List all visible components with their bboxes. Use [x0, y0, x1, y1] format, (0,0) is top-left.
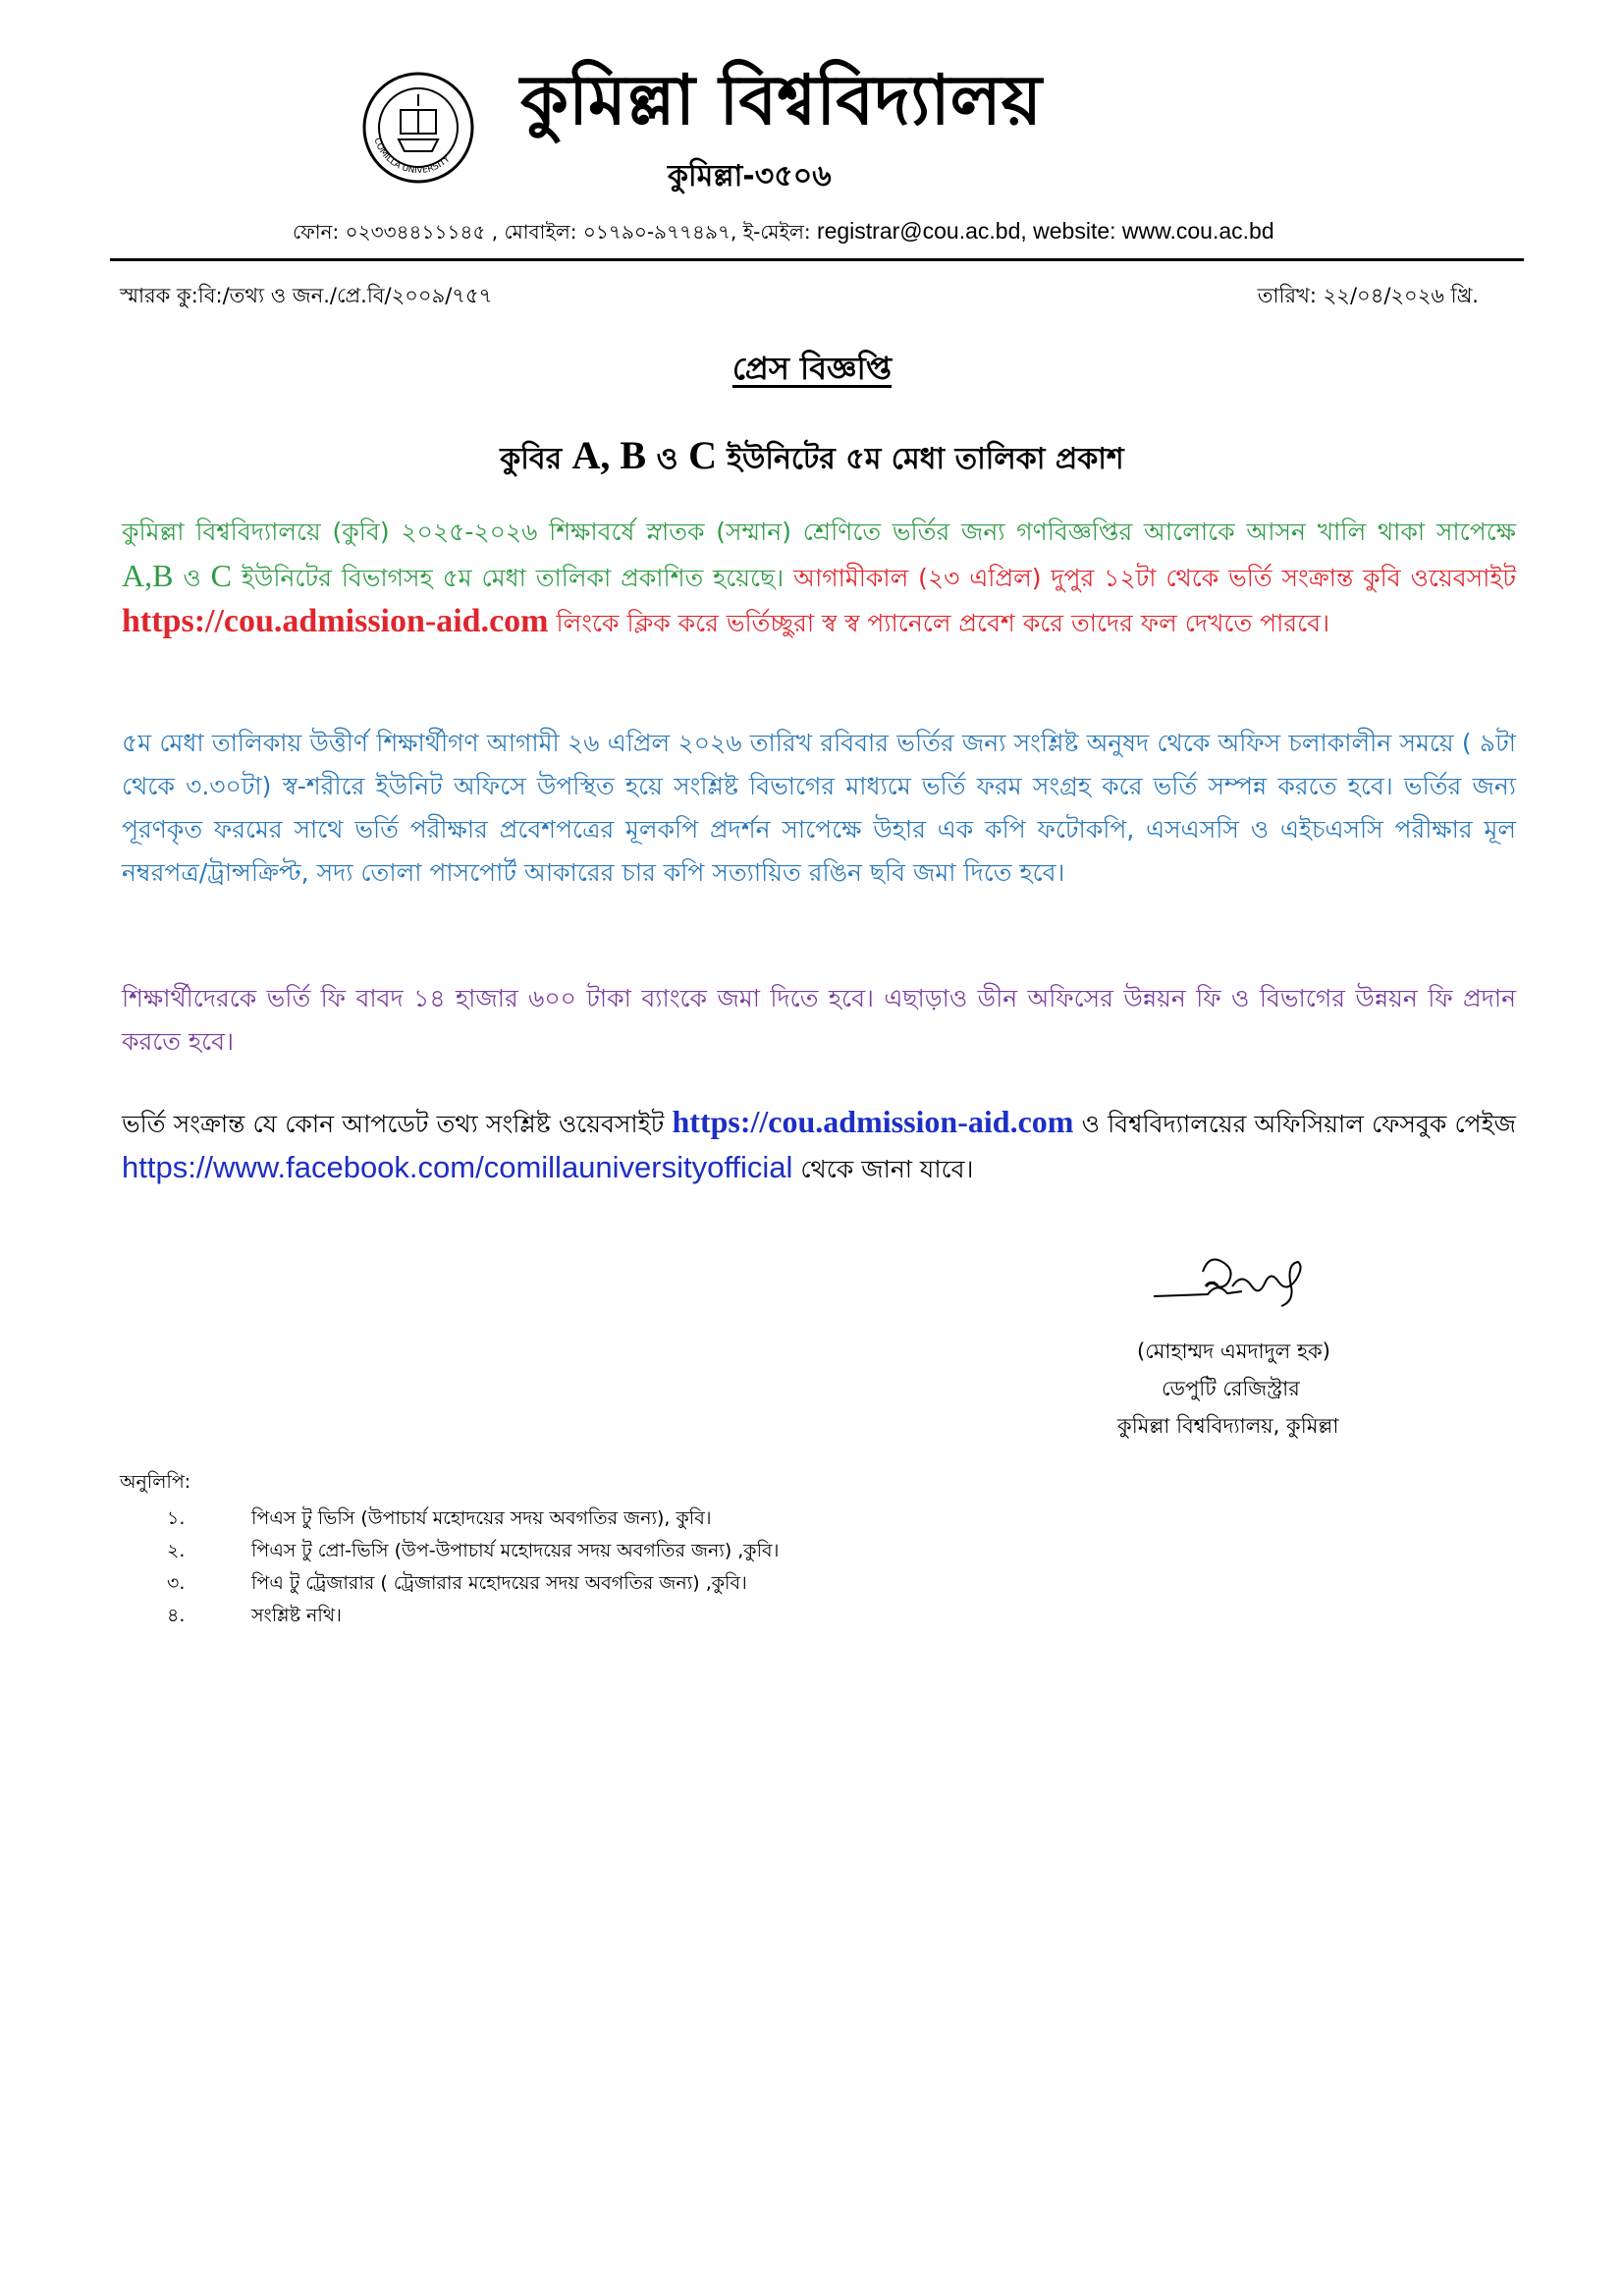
paragraph-admission-fee: শিক্ষার্থীদেরকে ভর্তি ফি বাবদ ১৪ হাজার ৬০০ টাকা ব্যাংকে জমা দিতে হবে। এছাড়াও ডীন অফিসের উন্নয়ন ফি ও বিভাগের উন্নয়ন ফি প্রদান করতে হবে।	[122, 984, 1516, 1056]
contact-phone-mobile: ফোন: ০২৩৩৪৪১১১৪৫ , মোবাইল: ০১৭৯০-৯৭৭৪৯৭, ই-মেইল:	[293, 220, 817, 244]
copy-recipient: পিএ টু ট্রেজারার ( ট্রেজারার মহোদয়ের সদয় অবগতির জন্য) ,কুবি।	[251, 1572, 747, 1594]
para4-text-a: ভর্তি সংক্রান্ত যে কোন আপডেট তথ্য সংশ্লিষ্ট ওয়েবসাইট	[122, 1110, 673, 1138]
copy-recipient: সংশ্লিষ্ট নথি।	[251, 1605, 342, 1626]
copy-number: ৪.	[167, 1605, 186, 1626]
signer-organization: কুমিল্লা বিশ্ববিদ্যালয়, কুমিল্লা	[1117, 1414, 1339, 1438]
para1-and: ও	[173, 564, 211, 592]
subtitle-prefix: কুবির	[500, 442, 572, 476]
admission-website-link-2[interactable]: https://cou.admission-aid.com	[672, 1104, 1074, 1139]
para1-unit-c: C	[210, 558, 232, 593]
copy-recipient: পিএস টু প্রো-ভিসি (উপ-উপাচার্য মহোদয়ের সদয় অবগতির জন্য) ,কুবি।	[251, 1540, 780, 1561]
list-item	[167, 1503, 779, 1535]
para1-text-d: লিংকে ক্লিক করে ভর্তিচ্ছুরা স্ব স্ব প্যানেলে প্রবেশ করে তাদের ফল দেখতে পারবে।	[548, 609, 1330, 637]
signer-name: (মোহাম্মদ এমদাদুল হক)	[1137, 1339, 1330, 1363]
press-release-title: প্রেস বিজ্ঞপ্তি	[731, 350, 893, 387]
copy-number: ২.	[167, 1540, 186, 1561]
signer-title: ডেপুটি রেজিস্ট্রার	[1162, 1377, 1300, 1400]
university-seal-logo	[361, 71, 475, 185]
admission-website-link[interactable]: https://cou.admission-aid.com	[122, 603, 549, 639]
copy-number: ১.	[167, 1507, 186, 1529]
paragraph-admission-instructions: ৫ম মেধা তালিকায় উত্তীর্ণ শিক্ষার্থীগণ আগামী ২৬ এপ্রিল ২০২৬ তারিখ রবিবার ভর্তির জন্য সংশ্লিষ্ট অনুষদ থেকে অফিস চলাকালীন সময়ে ( ৯টা থেকে ৩.৩০টা) স্ব-শরীরে ইউনিট অফিসে উপস্থিত হয়ে সংশ্লিষ্ট বিভাগের মাধ্যমে ভর্তি ফরম সংগ্রহ করে ভর্তি সম্পন্ন করতে হবে। ভর্তির জন্য পূরণকৃত ফরমের সাথে ভর্তি পরীক্ষার প্রবেশপত্রের মূলকপি প্রদর্শন সাপেক্ষে উহার এক কপি ফটোকপি, এসএসসি ও এইচএসসি পরীক্ষার মূল নম্বরপত্র/ট্রান্সক্রিপ্ট, সদ্য তোলা পাসপোর্ট আকারের চার কপি সত্যায়িত রঙিন ছবি জমা দিতে হবে।	[122, 729, 1516, 887]
para1-text-c: আগামীকাল (২৩ এপ্রিল) দুপুর ১২টা থেকে ভর্তি সংক্রান্ত কুবি ওয়েবসাইট	[793, 564, 1516, 592]
svg-text:COMILLA UNIVERSITY: COMILLA UNIVERSITY	[371, 137, 453, 177]
subtitle-unit-c: C	[688, 433, 717, 477]
university-name: কুমিল্লা বিশ্ববিদ্যালয়	[520, 60, 1043, 140]
memo-date: তারিখ: ২২/০৪/২০২৬ খ্রি.	[1257, 284, 1479, 307]
contact-email-website: registrar@cou.ac.bd, website: www.cou.ac.bd	[816, 218, 1274, 244]
signature-image	[1149, 1242, 1316, 1321]
memo-reference: স্মারক কু:বি:/তথ্য ও জন./প্রে.বি/২০০৯/৭৫৭	[120, 284, 493, 307]
subtitle-units: A, B	[571, 433, 647, 477]
para1-text-b: ইউনিটের বিভাগসহ ৫ম মেধা তালিকা প্রকাশিত হয়েছে।	[231, 564, 794, 592]
facebook-page-link[interactable]: https://www.facebook.com/comillauniversityofficial	[122, 1150, 793, 1184]
subtitle-and: ও	[646, 442, 689, 476]
para4-text-b: ও বিশ্ববিদ্যালয়ের অফিসিয়াল ফেসবুক পেইজ	[1073, 1110, 1516, 1138]
copy-number: ৩.	[167, 1572, 186, 1594]
list-item	[167, 1567, 779, 1600]
copies-list	[167, 1503, 779, 1632]
paragraph-results-announcement	[122, 511, 1516, 645]
para4-text-c: থেকে জানা যাবে।	[792, 1155, 974, 1183]
copies-label: অনুলিপি:	[120, 1471, 191, 1493]
list-item	[167, 1535, 779, 1567]
para1-units: A,B	[122, 558, 174, 593]
press-release-subtitle	[0, 432, 1624, 485]
university-city: কুমিল্লা-৩৫০৬	[668, 159, 832, 193]
para1-text-a: কুমিল্লা বিশ্ববিদ্যালয়ে (কুবি) ২০২৫-২০২৬ শিক্ষাবর্ষে স্নাতক (সম্মান) শ্রেণিতে ভর্তির জন্য গণবিজ্ঞপ্তির আলোকে আসন খালি থাকা সাপেক্ষে	[122, 518, 1516, 546]
list-item	[167, 1600, 779, 1632]
paragraph-update-info	[122, 1100, 1516, 1191]
header-divider	[110, 258, 1524, 261]
copy-recipient: পিএস টু ভিসি (উপাচার্য মহোদয়ের সদয় অবগতির জন্য), কুবি।	[251, 1507, 712, 1529]
contact-line	[293, 218, 1274, 250]
subtitle-suffix: ইউনিটের ৫ম মেধা তালিকা প্রকাশ	[716, 442, 1124, 476]
